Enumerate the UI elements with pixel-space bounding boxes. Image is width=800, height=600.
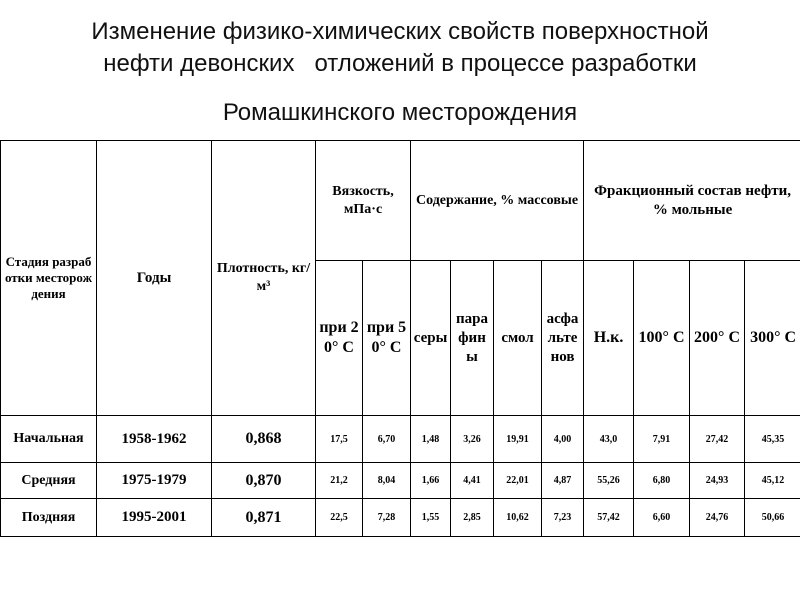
table-row xyxy=(1,416,800,463)
subheader-100c: 100° С xyxy=(634,261,690,416)
cell-100c: 6,60 xyxy=(634,499,690,537)
cell-years: 1958-1962 xyxy=(97,416,212,463)
cell-asphaltene: 7,23 xyxy=(542,499,584,537)
cell-stage: Начальная xyxy=(1,416,97,463)
subheader-200c: 200° С xyxy=(690,261,745,416)
cell-viscosity-20: 21,2 xyxy=(316,463,363,499)
cell-years: 1975-1979 xyxy=(97,463,212,499)
cell-density: 0,868 xyxy=(212,416,316,463)
cell-resin: 22,01 xyxy=(494,463,542,499)
cell-viscosity-50: 6,70 xyxy=(363,416,411,463)
cell-asphaltene: 4,87 xyxy=(542,463,584,499)
header-density: Плотность, кг/м³ xyxy=(212,141,316,416)
cell-resin: 19,91 xyxy=(494,416,542,463)
slide-title-line-1: Изменение физико-химических свойств поверхностной xyxy=(91,18,709,45)
cell-paraffin: 4,41 xyxy=(451,463,494,499)
cell-sulfur: 1,66 xyxy=(411,463,451,499)
cell-viscosity-50: 8,04 xyxy=(363,463,411,499)
cell-viscosity-20: 22,5 xyxy=(316,499,363,537)
subheader-viscosity-50: при 50° С xyxy=(363,261,411,416)
cell-200c: 27,42 xyxy=(690,416,745,463)
cell-years: 1995-2001 xyxy=(97,499,212,537)
header-row xyxy=(1,141,800,261)
cell-viscosity-20: 17,5 xyxy=(316,416,363,463)
subheader-300c: 300° С xyxy=(745,261,800,416)
cell-paraffin: 2,85 xyxy=(451,499,494,537)
cell-paraffin: 3,26 xyxy=(451,416,494,463)
cell-density: 0,871 xyxy=(212,499,316,537)
subheader-nk: Н.к. xyxy=(584,261,634,416)
cell-viscosity-50: 7,28 xyxy=(363,499,411,537)
cell-300c: 45,12 xyxy=(745,463,800,499)
cell-sulfur: 1,55 xyxy=(411,499,451,537)
header-years: Годы xyxy=(97,141,212,416)
subheader-asphaltene: асфальтенов xyxy=(542,261,584,416)
cell-100c: 6,80 xyxy=(634,463,690,499)
table-row xyxy=(1,499,800,537)
table-row xyxy=(1,463,800,499)
subheader-sulfur: серы xyxy=(411,261,451,416)
cell-200c: 24,93 xyxy=(690,463,745,499)
oil-properties-table xyxy=(0,140,800,537)
cell-resin: 10,62 xyxy=(494,499,542,537)
cell-nk: 57,42 xyxy=(584,499,634,537)
cell-density: 0,870 xyxy=(212,463,316,499)
header-stage: Стадия разработки месторождения xyxy=(1,141,97,416)
cell-nk: 43,0 xyxy=(584,416,634,463)
cell-stage: Средняя xyxy=(1,463,97,499)
cell-200c: 24,76 xyxy=(690,499,745,537)
slide-title-line-2: нефти девонских отложений в процессе разработки xyxy=(103,50,697,77)
cell-sulfur: 1,48 xyxy=(411,416,451,463)
cell-asphaltene: 4,00 xyxy=(542,416,584,463)
cell-100c: 7,91 xyxy=(634,416,690,463)
header-content: Содержание, % массовые xyxy=(411,141,584,261)
cell-stage: Поздняя xyxy=(1,499,97,537)
slide-title-line-3: Ромашкинского месторождения xyxy=(222,99,578,126)
cell-300c: 50,66 xyxy=(745,499,800,537)
header-viscosity: Вязкость, мПа·с xyxy=(316,141,411,261)
subheader-paraffin: парафины xyxy=(451,261,494,416)
cell-nk: 55,26 xyxy=(584,463,634,499)
subheader-viscosity-20: при 20° С xyxy=(316,261,363,416)
cell-300c: 45,35 xyxy=(745,416,800,463)
header-fraction: Фракционный состав нефти, % мольные xyxy=(584,141,800,261)
subheader-resin: смол xyxy=(494,261,542,416)
